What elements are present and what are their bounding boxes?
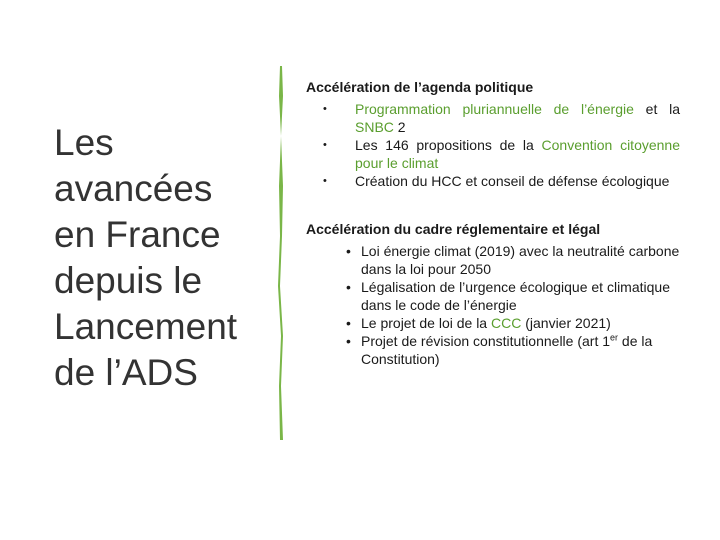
bullet-list: [306, 100, 680, 190]
bullet-list: [306, 242, 680, 368]
item-text: et la: [633, 101, 680, 117]
section-heading: Accélération du cadre réglementaire et légal: [306, 221, 601, 237]
title-line: Les: [54, 122, 114, 163]
bullet-icon: •: [346, 279, 351, 295]
title-line: depuis le: [54, 260, 203, 301]
bullet-icon: •: [346, 243, 351, 259]
item-text: Les 146 propositions de la: [355, 137, 542, 153]
item-text: Légalisation de l’urgence écologique et climatique dans le code de l’énergie: [361, 279, 670, 313]
item-text-highlight: CCC: [490, 315, 522, 331]
section-agenda: [306, 78, 680, 190]
item-text-highlight: Convention citoyenne pour le climat: [355, 137, 680, 171]
list-item: [306, 100, 680, 136]
bullet-icon: •: [323, 103, 327, 115]
item-text: 2: [393, 119, 406, 135]
item-text: Projet de révision constitutionnelle (art 1: [361, 333, 611, 349]
title-line: Lancement: [54, 306, 238, 347]
section-heading: Accélération de l’agenda politique: [306, 79, 534, 95]
title-line: en France: [54, 214, 221, 255]
item-text: Création du HCC et conseil de défense écologique: [355, 173, 670, 189]
title-line: de l’ADS: [54, 352, 198, 393]
section-legal: [306, 220, 680, 368]
list-item: [306, 314, 680, 332]
bullet-icon: •: [323, 139, 327, 151]
list-item: [306, 278, 680, 314]
slide-title: [54, 120, 264, 396]
list-item: [306, 332, 680, 368]
item-text: Loi énergie climat (2019) avec la neutralité carbone dans la loi pour 2050: [361, 243, 680, 277]
item-text: Le projet de loi de la: [361, 315, 491, 331]
item-text-highlight: Programmation pluriannuelle de l’énergie: [355, 101, 634, 117]
bullet-icon: •: [346, 333, 351, 349]
list-item: [306, 136, 680, 172]
superscript: er: [610, 332, 619, 343]
item-text: de la Constitution): [361, 333, 653, 367]
bullet-icon: •: [323, 175, 327, 187]
item-text-highlight: SNBC: [355, 119, 394, 135]
slide-content: [306, 78, 680, 368]
list-item: [306, 242, 680, 278]
list-item: [306, 172, 680, 190]
item-text: (janvier 2021): [521, 315, 611, 331]
title-line: avancées: [54, 168, 213, 209]
bullet-icon: •: [346, 315, 351, 331]
vertical-divider: [277, 66, 287, 440]
